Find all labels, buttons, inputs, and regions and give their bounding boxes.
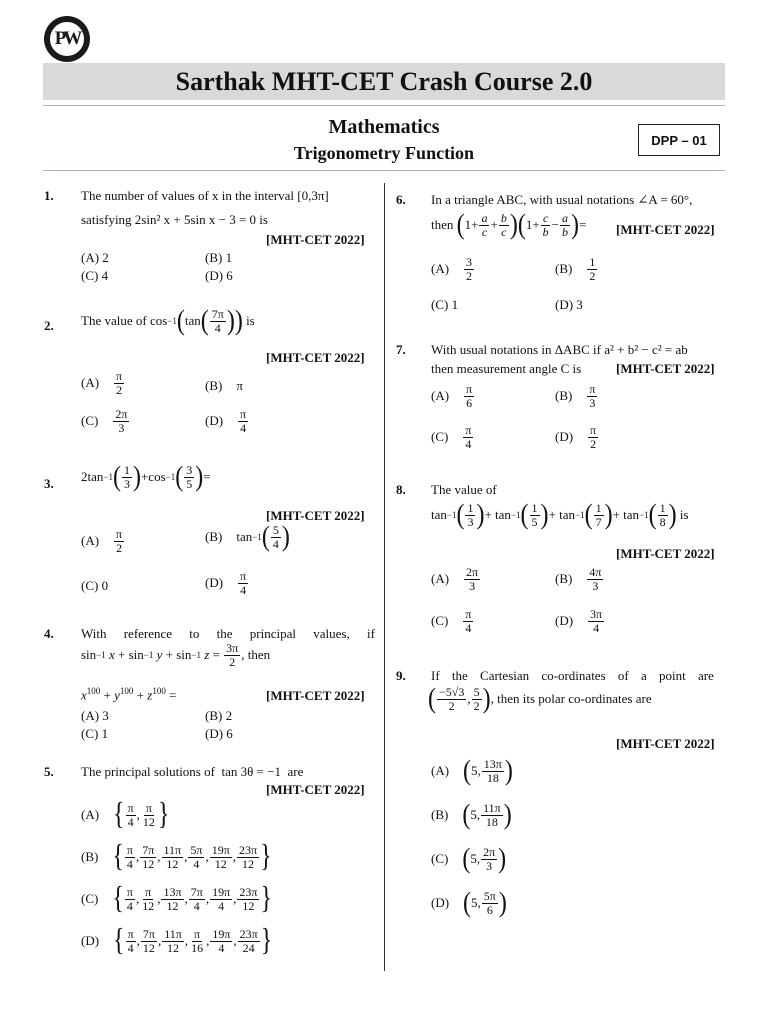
exam-tag: [MHT-CET 2022] — [266, 350, 365, 365]
logo-text: PW — [48, 20, 86, 58]
exam-tag: [MHT-CET 2022] — [266, 782, 365, 797]
option-c[interactable]: (C) $\frac{2\pi}{3}$ — [81, 407, 128, 435]
option-b[interactable]: (B) $\frac{1}{2}$ — [555, 255, 596, 283]
option-a[interactable]: (A) $\frac{\pi}{2}$ — [81, 527, 123, 555]
question-text: The value of cos −1 ( tan ( $\frac{7\pi}{4}$ ) ) is — [81, 305, 255, 337]
option-d[interactable]: (D) $\frac{\pi}{2}$ — [555, 423, 597, 451]
question-suffix: is — [679, 507, 689, 523]
option-d[interactable]: (D) $\frac{\pi}{4}$ — [205, 407, 247, 435]
option-a[interactable]: (A) $\frac{2\pi}{3}$ — [431, 565, 479, 593]
question-text: In a triangle ABC, with usual notations ∠A = 60°, — [431, 192, 693, 207]
question-prefix: The principal solutions of — [81, 764, 215, 779]
question-text: The number of values of x in the interval [0,3π] — [81, 188, 329, 203]
option-a[interactable]: (A) 3 — [81, 708, 109, 723]
question-text: $x^{100} + y^{100} + z^{100}$ = — [81, 686, 177, 703]
question-number: 8. — [396, 482, 406, 497]
option-b[interactable]: (B) $\frac{4\pi}{3}$ — [555, 565, 602, 593]
question-number: 4. — [44, 626, 54, 641]
question-text: satisfying 2sin² x + 5sin x − 3 = 0 is — [81, 212, 268, 227]
question-text: sin −1 x + sin −1 y + sin −1 z = $\frac{3\pi}{2}$ , then — [81, 641, 271, 669]
question-prefix: then — [431, 217, 454, 233]
question-text: With reference to the principal values, if — [81, 626, 375, 641]
option-d[interactable]: (D) ( 5, $\frac{5\pi}{6}$ ) — [431, 887, 507, 919]
exam-tag: [MHT-CET 2022] — [266, 232, 365, 247]
exam-tag: [MHT-CET 2022] — [616, 546, 715, 561]
option-d[interactable]: (D) 6 — [205, 268, 233, 283]
exam-tag: [MHT-CET 2022] — [616, 361, 715, 376]
question-text: then ( 1+ $\frac{a}{c}$ + $\frac{b}{c}$ ) ( 1+ $\frac{c}{b}$ − $\frac{a}{b}$ ) = — [431, 209, 587, 241]
question-text: tan −1 ( $\frac{1}{3}$ ) + tan −1 ( $\frac{1}{5}$ ) + tan −1 ( $\frac{1}{7}$ ) + tan −1 ( $\frac{1}{8}$ ) is — [431, 499, 689, 531]
option-c[interactable]: (C) ( 5, $\frac{2\pi}{3}$ ) — [431, 843, 507, 875]
exam-tag: [MHT-CET 2022] — [616, 222, 715, 237]
question-number: 9. — [396, 668, 406, 683]
question-number: 7. — [396, 342, 406, 357]
question-expression: tan 3θ = −1 — [221, 764, 281, 779]
option-c[interactable]: (C) $\frac{\pi}{4}$ — [431, 607, 472, 635]
question-text: With usual notations in ΔABC if a² + b² − c² = ab — [431, 342, 688, 357]
option-a[interactable]: (A) $\frac{\pi}{6}$ — [431, 382, 473, 410]
option-c[interactable]: (C) $\frac{\pi}{4}$ — [431, 423, 472, 451]
subject-title: Mathematics — [328, 116, 440, 138]
column-divider — [384, 183, 385, 971]
option-d[interactable]: (D) { $\frac{\pi}{4}$ , $\frac{7\pi}{12}$ , $\frac{11\pi}{12}$ , $\frac{\pi}{16}$ , $\frac{19\pi}{4}$ , $\frac{23\pi}{24}$ } — [81, 924, 273, 958]
option-c[interactable]: (C) { $\frac{\pi}{4}$ , $\frac{\pi}{12}$ , $\frac{13\pi}{12}$ , $\frac{7\pi}{4}$ , $\frac{19\pi}{4}$ , $\frac{23\pi}{12}$ } — [81, 882, 272, 916]
question-suffix: are — [287, 764, 304, 779]
topic-title: Trigonometry Function — [293, 143, 475, 163]
question-number: 6. — [396, 192, 406, 207]
question-suffix: , then its polar co-ordinates are — [490, 691, 652, 707]
option-d[interactable]: (D) $\frac{3\pi}{4}$ — [555, 607, 603, 635]
divider — [43, 105, 725, 106]
option-b[interactable]: (B) 1 — [205, 250, 233, 265]
question-text: ( $\frac{-5√3}{2}$ , $\frac{5}{2}$ ) , then its polar co-ordinates are — [428, 683, 652, 715]
question-text: then measurement angle C is — [431, 361, 582, 376]
option-b[interactable]: (B) 2 — [205, 708, 233, 723]
question-number: 1. — [44, 188, 54, 203]
option-c[interactable]: (C) 4 — [81, 268, 109, 283]
option-a[interactable]: (A) ( 5, $\frac{13\pi}{18}$ ) — [431, 755, 513, 787]
option-b[interactable]: (B) ( 5, $\frac{11\pi}{18}$ ) — [431, 799, 512, 831]
option-b[interactable]: (B) tan −1 ( $\frac{5}{4}$ ) — [205, 521, 290, 553]
option-b[interactable]: (B) $\frac{\pi}{3}$ — [555, 382, 596, 410]
question-suffix: is — [246, 313, 255, 329]
exam-tag: [MHT-CET 2022] — [266, 688, 365, 703]
exam-tag: [MHT-CET 2022] — [266, 508, 365, 523]
option-a[interactable]: (A) 2 — [81, 250, 109, 265]
option-a[interactable]: (A) { $\frac{\pi}{4}$ , $\frac{\pi}{12}$ } — [81, 798, 170, 832]
question-prefix: The value of cos — [81, 313, 168, 329]
option-d[interactable]: (D) 6 — [205, 726, 233, 741]
question-text: If the Cartesian co-ordinates of a point are — [431, 668, 714, 683]
question-number: 2. — [44, 318, 54, 333]
option-d[interactable]: (D) 3 — [555, 297, 583, 312]
exam-tag: [MHT-CET 2022] — [616, 736, 715, 751]
question-text: 2tan −1 ( $\frac{1}{3}$ ) +cos −1 ( $\frac{3}{5}$ ) = — [81, 461, 211, 493]
option-b[interactable]: (B) π — [205, 378, 243, 393]
dpp-badge: DPP – 01 — [638, 124, 720, 156]
course-banner — [43, 63, 725, 100]
pw-logo — [44, 16, 90, 62]
question-suffix: , then — [241, 647, 271, 663]
divider — [43, 170, 725, 171]
option-b[interactable]: (B) { $\frac{\pi}{4}$ , $\frac{7\pi}{12}$ , $\frac{11\pi}{12}$ , $\frac{5\pi}{4}$ , $\frac{19\pi}{12}$ , $\frac{23\pi}{12}$ } — [81, 840, 272, 874]
question-number: 5. — [44, 764, 54, 779]
option-a[interactable]: (A) $\frac{3}{2}$ — [431, 255, 473, 283]
question-number: 3. — [44, 476, 54, 491]
option-c[interactable]: (C) 0 — [81, 578, 109, 593]
question-text: The value of — [431, 482, 497, 497]
option-a[interactable]: (A) $\frac{\pi}{2}$ — [81, 369, 123, 397]
option-c[interactable]: (C) 1 — [81, 726, 109, 741]
question-text — [81, 764, 303, 780]
option-c[interactable]: (C) 1 — [431, 297, 459, 312]
option-d[interactable]: (D) $\frac{\pi}{4}$ — [205, 569, 247, 597]
course-title: Sarthak MHT-CET Crash Course 2.0 — [175, 66, 593, 96]
